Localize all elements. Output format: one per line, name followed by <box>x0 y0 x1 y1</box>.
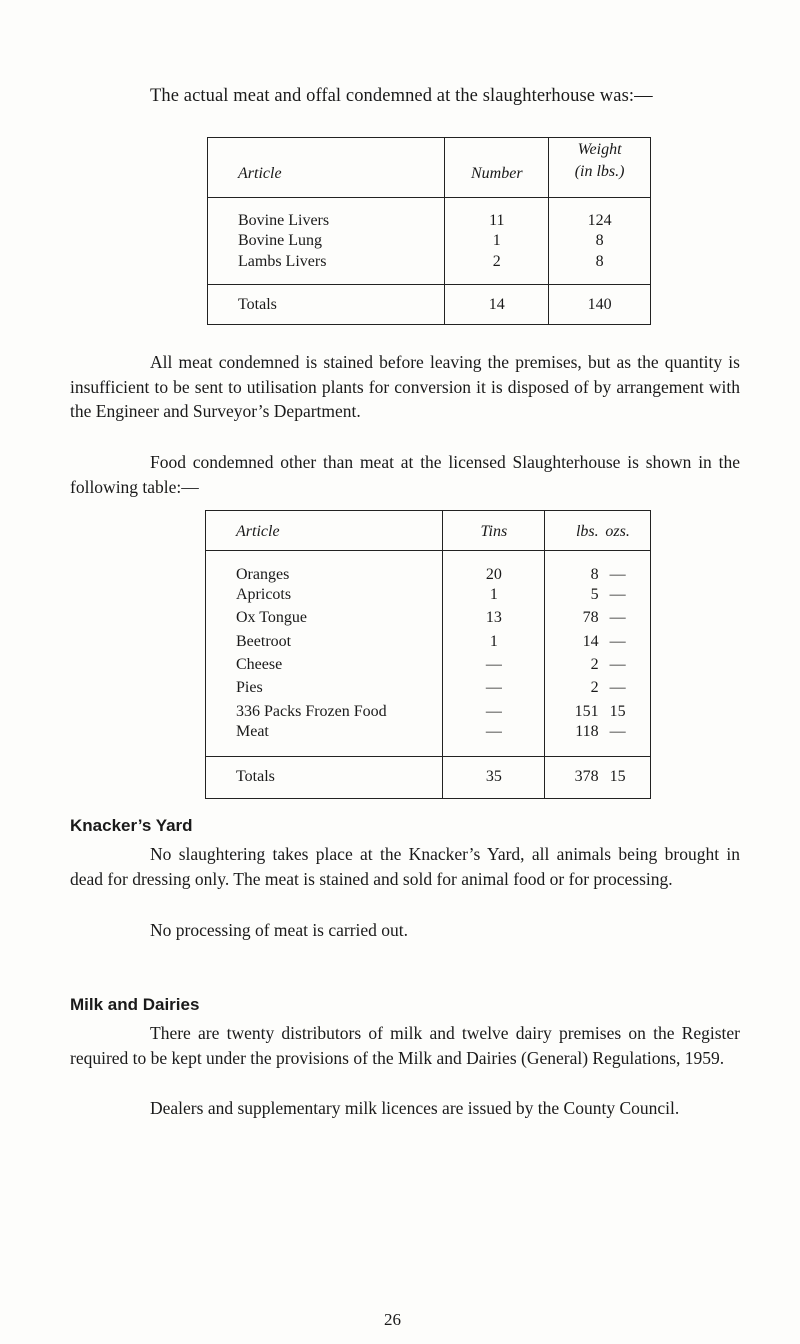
table2-cell-weight <box>545 607 651 630</box>
table2-cell-article: 336 Packs Frozen Food <box>206 700 443 723</box>
table2-cell-tins: 13 <box>443 607 545 630</box>
table2-cell-lbs: 118 <box>575 723 599 741</box>
table2-cell-lbs: 2 <box>590 679 599 697</box>
table2-totals-lbs: 378 <box>574 768 599 786</box>
table2-cell-tins: — <box>443 677 545 700</box>
table1-header-article: Article <box>208 138 445 198</box>
knackers-yard-paragraph-1: No slaughtering takes place at the Knacker’s Yard, all animals being brought in dead for dressing only. The meat is stained and sold for animal food or for processing. <box>70 844 740 889</box>
table1-cell-weight: 8 <box>549 230 651 253</box>
table2-cell-article: Cheese <box>206 653 443 676</box>
table2-cell-tins: — <box>443 723 545 756</box>
table2-totals-label: Totals <box>206 756 443 798</box>
table1-header-weight-line1: Weight <box>577 141 622 158</box>
table2-cell-ozs: — <box>609 656 626 674</box>
table1-cell-article: Bovine Livers <box>208 198 445 230</box>
milk-dairies-paragraph-1: There are twenty distributors of milk and twelve dairy premises on the Register required to be kept under the provisions of the Milk and Dairies (General) Regulations, 1959. <box>70 1023 740 1068</box>
table2-cell-article: Apricots <box>206 584 443 607</box>
table2-cell-weight <box>545 700 651 723</box>
milk-dairies-paragraph-2: Dealers and supplementary milk licences are issued by the County Council. <box>150 1098 680 1118</box>
table2-header-ozs: ozs. <box>605 523 630 540</box>
table2-cell-ozs: — <box>609 679 626 697</box>
table2-totals-tins: 35 <box>443 756 545 798</box>
table2-cell-weight <box>545 630 651 653</box>
table2-cell-ozs: 15 <box>609 702 626 720</box>
table1-cell-weight: 8 <box>549 253 651 285</box>
table2-cell-ozs: — <box>609 723 626 741</box>
table2-cell-ozs: — <box>609 565 626 583</box>
intro-text: The actual meat and offal condemned at the slaughterhouse was:— <box>150 86 653 106</box>
table2-cell-tins: 20 <box>443 551 545 584</box>
knackers-yard-heading: Knacker’s Yard <box>70 816 193 835</box>
table2-cell-ozs: — <box>609 586 626 604</box>
table1-cell-number: 11 <box>445 198 549 230</box>
table2-cell-lbs: 8 <box>590 565 599 583</box>
offal-condemned-table <box>207 137 651 325</box>
table2-totals-ozs: 15 <box>609 768 626 786</box>
table2-cell-article: Pies <box>206 677 443 700</box>
table2-cell-ozs: — <box>609 609 626 627</box>
table1-header-weight-line2: (in lbs.) <box>574 163 625 180</box>
table2-cell-weight <box>545 584 651 607</box>
table2-cell-lbs: 5 <box>590 586 599 604</box>
table2-cell-ozs: — <box>609 632 626 650</box>
table2-cell-tins: — <box>443 700 545 723</box>
table2-cell-weight <box>545 653 651 676</box>
table2-header-tins: Tins <box>443 511 545 551</box>
table1-cell-article: Lambs Livers <box>208 253 445 285</box>
knackers-yard-paragraph-2: No processing of meat is carried out. <box>150 920 409 940</box>
table2-cell-lbs: 2 <box>590 656 599 674</box>
table1-cell-number: 1 <box>445 230 549 253</box>
table1-totals-number: 14 <box>445 285 549 325</box>
table2-cell-article: Beetroot <box>206 630 443 653</box>
table2-cell-weight <box>545 723 651 756</box>
paragraph-stained-meat: All meat condemned is stained before leaving the premises, but as the quantity is insufficient to be sent to utilisation plants for conversion it is disposed of by arrangement with the Engineer and Surveyor’s Department. <box>70 352 740 421</box>
table2-header-lbs: lbs. <box>575 523 599 540</box>
table-row <box>208 198 651 230</box>
table2-cell-lbs: 78 <box>582 609 599 627</box>
page-number: 26 <box>384 1310 401 1329</box>
table1-cell-number: 2 <box>445 253 549 285</box>
table1-totals-label: Totals <box>208 285 445 325</box>
table2-cell-article: Ox Tongue <box>206 607 443 630</box>
paragraph-food-condemned: Food condemned other than meat at the licensed Slaughterhouse is shown in the following table:— <box>70 452 740 497</box>
table-row <box>206 630 651 653</box>
table-row <box>206 607 651 630</box>
table-row <box>206 677 651 700</box>
table2-cell-article: Meat <box>206 723 443 756</box>
table2-cell-weight <box>545 677 651 700</box>
table1-header-number: Number <box>445 138 549 198</box>
table2-cell-weight <box>545 551 651 584</box>
table-row <box>206 653 651 676</box>
food-condemned-table <box>205 510 651 799</box>
table2-header-article: Article <box>206 511 443 551</box>
table2-cell-tins: 1 <box>443 630 545 653</box>
table1-header-weight <box>549 138 651 198</box>
table-row <box>206 700 651 723</box>
table2-cell-lbs: 151 <box>574 702 599 720</box>
table2-cell-article: Oranges <box>206 551 443 584</box>
table2-header-weight <box>545 511 651 551</box>
table-row <box>208 253 651 285</box>
milk-dairies-heading: Milk and Dairies <box>70 995 200 1014</box>
table1-totals-weight: 140 <box>549 285 651 325</box>
table2-cell-tins: — <box>443 653 545 676</box>
table2-cell-lbs: 14 <box>582 632 599 650</box>
table1-cell-weight: 124 <box>549 198 651 230</box>
table1-cell-article: Bovine Lung <box>208 230 445 253</box>
table2-cell-tins: 1 <box>443 584 545 607</box>
table-row <box>206 723 651 756</box>
table2-totals-weight <box>545 756 651 798</box>
table-row <box>206 551 651 584</box>
table-row <box>208 230 651 253</box>
table-row <box>206 584 651 607</box>
